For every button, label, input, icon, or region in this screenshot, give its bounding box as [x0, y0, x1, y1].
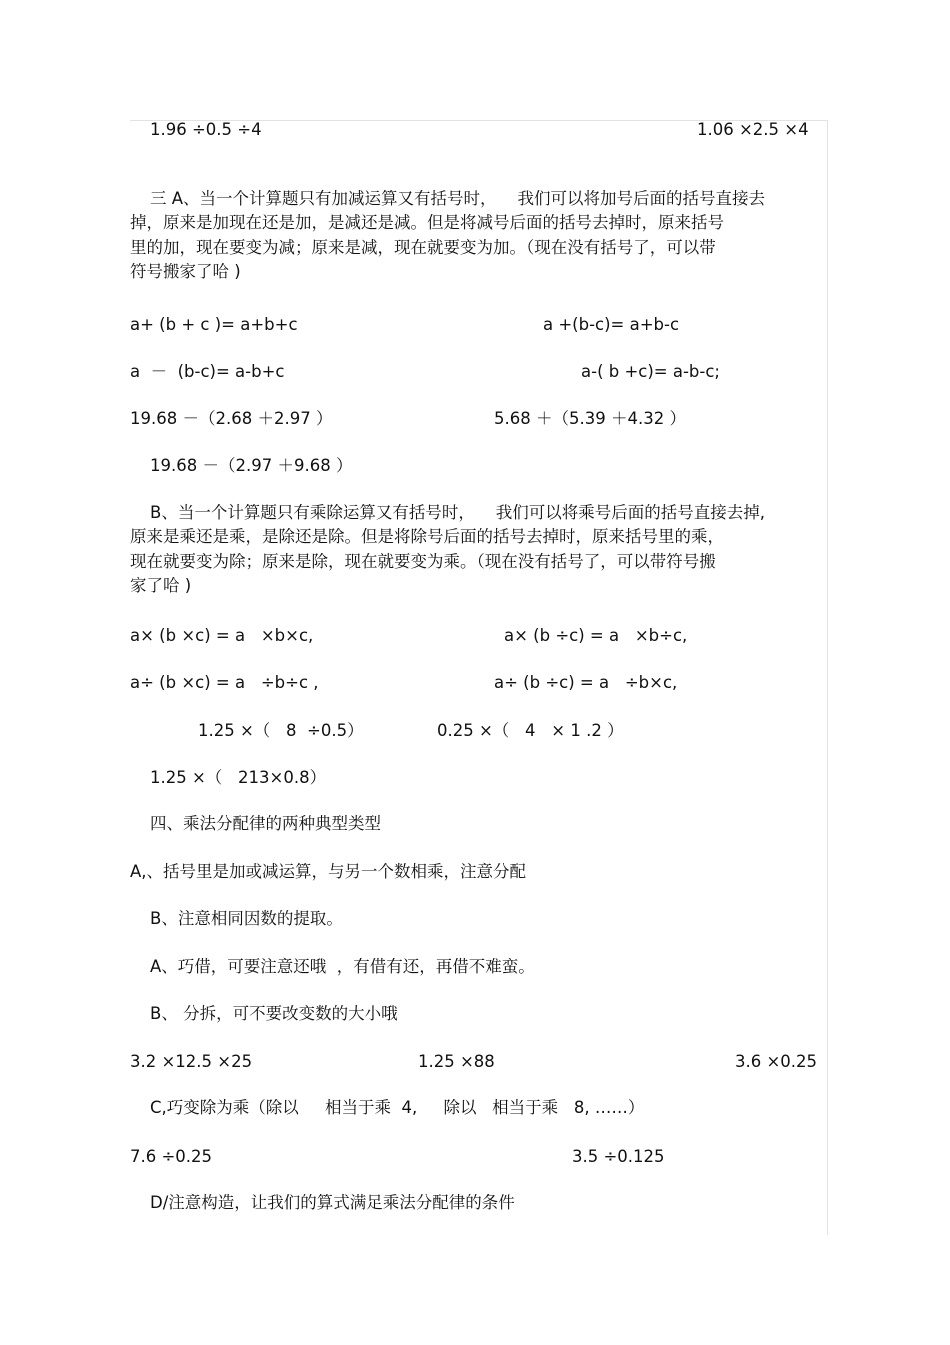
rule-mult-div-bracket: a× (b ÷c) = a ×b÷c,	[504, 626, 688, 645]
section4-item-b-split: B、 分拆，可不要改变数的大小哦	[150, 1004, 398, 1023]
paragraph-line: 符号搬家了哈 )	[130, 261, 241, 281]
rule-minus-minus-bracket: a － (b-c)= a-b+c	[130, 362, 285, 381]
exercise-c-3: 3.6 ×0.25	[735, 1052, 818, 1071]
exercise-b-3: 1.25 ×（ 213×0.8）	[150, 768, 327, 787]
exercise-top-left: 1.96 ÷0.5 ÷4	[150, 120, 262, 139]
paragraph-line: 家了哈 )	[130, 575, 192, 595]
exercise-d-2: 3.5 ÷0.125	[572, 1147, 665, 1166]
rule-div-mult-bracket: a÷ (b ×c) = a ÷b÷c ,	[130, 673, 319, 692]
exercise-c-1: 3.2 ×12.5 ×25	[130, 1052, 253, 1071]
rule-minus-add-bracket: a-( b +c)= a-b-c;	[581, 362, 720, 381]
paragraph-line: 现在就要变为除；原来是除，现在就要变为乘。（现在没有括号了，可以带符号搬	[130, 551, 716, 571]
section3-partA-paragraph	[130, 187, 765, 284]
rule-div-div-bracket: a÷ (b ÷c) = a ÷b×c,	[494, 673, 678, 692]
section3-partB-paragraph	[130, 501, 765, 598]
right-border-line	[827, 120, 828, 1235]
exercise-a-3: 19.68 －（2.97 ＋9.68 ）	[150, 456, 353, 475]
paragraph-line: B、当一个计算题只有乘除运算又有括号时， 我们可以将乘号后面的括号直接去掉,	[150, 503, 766, 522]
section4-item-a: A,、括号里是加或减运算，与另一个数相乘，注意分配	[130, 862, 527, 881]
paragraph-line: 原来是乘还是乘，是除还是除。但是将除号后面的括号去掉时，原来括号里的乘，	[130, 527, 724, 547]
exercise-a-1: 19.68 －（2.68 ＋2.97 ）	[130, 409, 333, 428]
section4-item-a-borrow: A、巧借，可要注意还哦 ，有借有还，再借不难蛮。	[150, 957, 535, 976]
section4-item-b: B、注意相同因数的提取。	[150, 909, 343, 928]
exercise-d-1: 7.6 ÷0.25	[130, 1147, 213, 1166]
rule-add-bracket: a+ (b + c )= a+b+c	[130, 315, 298, 334]
section4-title: 四、乘法分配律的两种典型类型	[150, 814, 381, 833]
section4-item-d: D/注意构造，让我们的算式满足乘法分配律的条件	[150, 1193, 515, 1212]
paragraph-line: 三 A、当一个计算题只有加减运算又有括号时， 我们可以将加号后面的括号直接去	[150, 189, 766, 208]
exercise-b-1: 1.25 ×（ 8 ÷0.5）	[198, 721, 364, 740]
paragraph-line: 里的加，现在要变为减；原来是减，现在就要变为加。（现在没有括号了，可以带	[130, 237, 716, 257]
rule-mult-mult-bracket: a× (b ×c) = a ×b×c,	[130, 626, 314, 645]
rule-add-minus-bracket: a +(b-c)= a+b-c	[543, 315, 680, 334]
section4-item-c: C,巧变除为乘（除以 相当于乘 4, 除以 相当于乘 8, ……）	[150, 1098, 645, 1117]
paragraph-line: 掉，原来是加现在还是加，是减还是减。但是将减号后面的括号去掉时，原来括号	[130, 213, 724, 233]
exercise-top-right: 1.06 ×2.5 ×4	[697, 120, 809, 139]
exercise-a-2: 5.68 ＋（5.39 ＋4.32 ）	[494, 409, 686, 428]
exercise-b-2: 0.25 ×（ 4 × 1 .2 ）	[437, 721, 624, 740]
exercise-c-2: 1.25 ×88	[418, 1052, 495, 1071]
